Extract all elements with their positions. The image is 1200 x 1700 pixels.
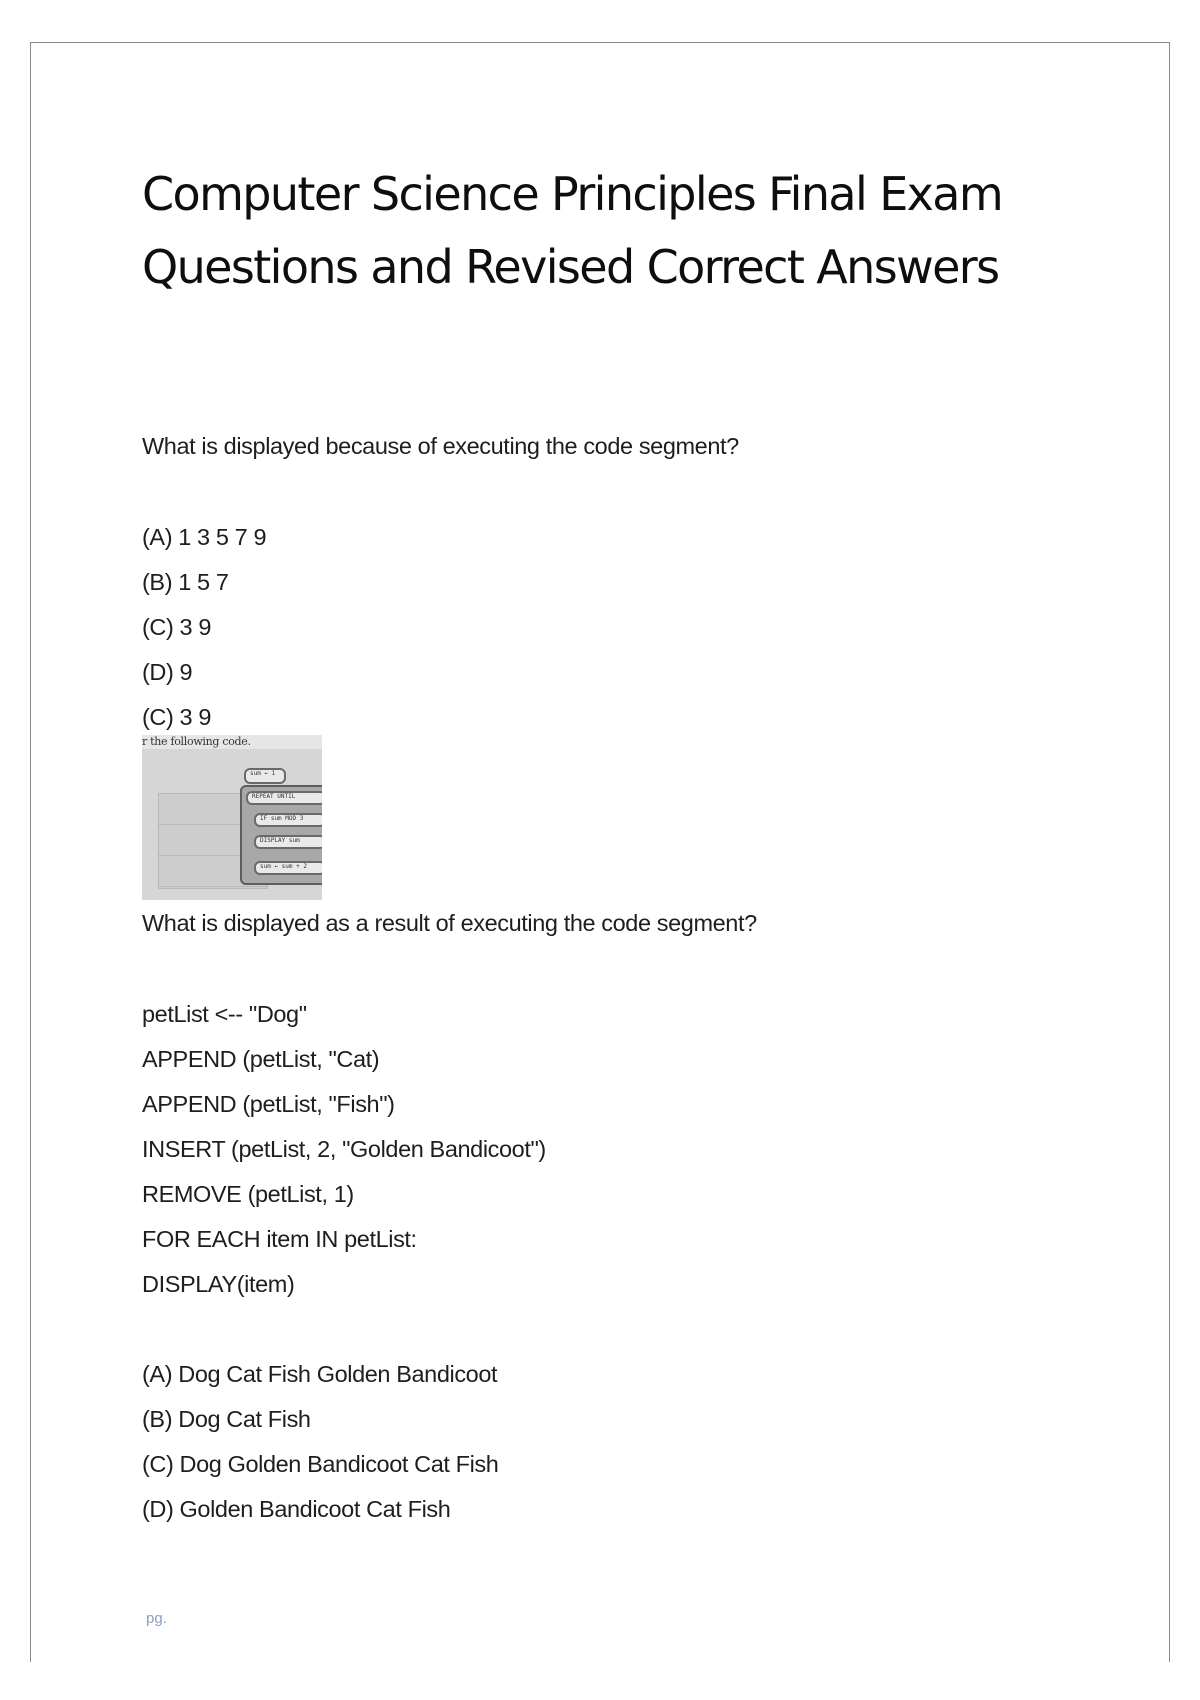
question-1-option-d: (D) 9 xyxy=(142,659,193,685)
code-line-6: FOR EACH item IN petList: xyxy=(142,1226,417,1252)
code-line-4: INSERT (petList, 2, "Golden Bandicoot") xyxy=(142,1136,546,1162)
code-line-2: APPEND (petList, "Cat) xyxy=(142,1046,380,1072)
code-line-1: petList <-- "Dog" xyxy=(142,1001,307,1027)
code-screenshot-image xyxy=(142,735,322,900)
title-line-1: Computer Science Principles Final Exam xyxy=(142,167,1003,221)
code-block-display: DISPLAY sum xyxy=(254,835,322,849)
question-2-option-d: (D) Golden Bandicoot Cat Fish xyxy=(142,1496,451,1522)
code-line-3: APPEND (petList, "Fish") xyxy=(142,1091,395,1117)
code-line-7: DISPLAY(item) xyxy=(142,1271,295,1297)
question-2-option-c: (C) Dog Golden Bandicoot Cat Fish xyxy=(142,1451,499,1477)
code-block-repeat: REPEAT UNTIL xyxy=(246,791,322,805)
code-block-if: IF sum MOD 3 xyxy=(254,813,322,827)
question-2-prompt: What is displayed as a result of executing the code segment? xyxy=(142,910,757,936)
code-line-5: REMOVE (petList, 1) xyxy=(142,1181,354,1207)
page-footer-label: pg. xyxy=(146,1610,167,1627)
question-2-option-a: (A) Dog Cat Fish Golden Bandicoot xyxy=(142,1361,498,1387)
code-screenshot-caption: r the following code. xyxy=(142,735,322,749)
code-block-assign: sum ← 1 xyxy=(244,768,286,784)
title-line-2: Questions and Revised Correct Answers xyxy=(142,240,999,294)
question-1-answer: (C) 3 9 xyxy=(142,704,212,730)
question-1-option-b: (B) 1 5 7 xyxy=(142,569,229,595)
page-title xyxy=(142,158,1042,304)
question-1-option-c: (C) 3 9 xyxy=(142,614,212,640)
question-1-prompt: What is displayed because of executing the code segment? xyxy=(142,433,739,459)
code-block-increment: sum ← sum + 2 xyxy=(254,861,322,875)
question-2-option-b: (B) Dog Cat Fish xyxy=(142,1406,311,1432)
question-1-option-a: (A) 1 3 5 7 9 xyxy=(142,524,267,550)
